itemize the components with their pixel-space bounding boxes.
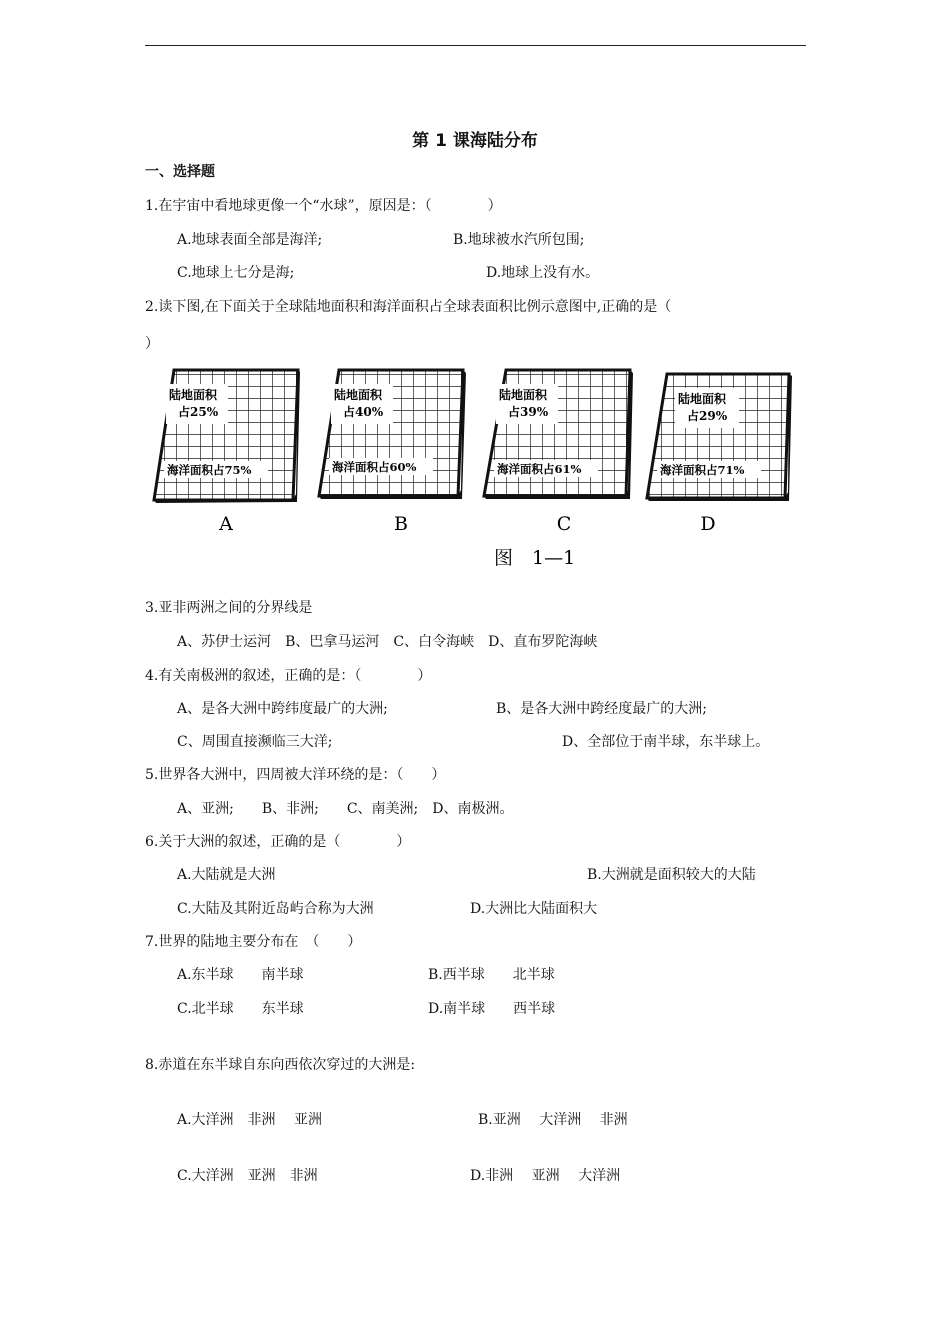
question-1-option-c: C.地球上七分是海; — [177, 265, 295, 281]
panel-c-ocean-label: 海洋面积占61% — [497, 462, 582, 476]
panel-a-land-line1: 陆地面积 — [169, 388, 218, 402]
panel-c-letter: C — [556, 513, 572, 535]
header-rule — [145, 45, 806, 46]
panel-a-letter: A — [219, 513, 233, 535]
question-3-stem: 3.亚非两洲之间的分界线是 — [145, 600, 313, 616]
question-6-option-d: D.大洲比大陆面积大 — [470, 901, 598, 917]
question-7-option-d: D.南半球 西半球 — [428, 1001, 556, 1017]
panel-c-land-line1: 陆地面积 — [499, 388, 548, 402]
page-title: 第 1 课海陆分布 — [412, 131, 538, 151]
question-2-stem-line1: 2.读下图,在下面关于全球陆地面积和海洋面积占全球表面积比例示意图中,正确的是（ — [145, 299, 672, 315]
question-1-option-b: B.地球被水汽所包围; — [453, 232, 585, 248]
question-4-option-a: A、是各大洲中跨纬度最广的大洲; — [177, 701, 388, 717]
panel-b-letter: B — [394, 513, 408, 535]
panel-d-letter: D — [700, 513, 716, 535]
question-4-option-c: C、周围直接濒临三大洋; — [177, 734, 333, 750]
question-6-option-a: A.大陆就是大洲 — [177, 867, 276, 883]
panel-b-land-line2: 占40% — [343, 405, 384, 419]
question-1-stem: 1.在宇宙中看地球更像一个“水球”，原因是：（ ） — [145, 198, 502, 214]
question-6-option-b: B.大洲就是面积较大的大陆 — [587, 867, 756, 883]
question-7-option-a: A.东半球 南半球 — [177, 967, 304, 983]
question-7-stem: 7.世界的陆地主要分布在 （ ） — [145, 934, 362, 950]
question-5-stem: 5.世界各大洲中，四周被大洋环绕的是：（ ） — [145, 767, 446, 783]
question-4-stem: 4.有关南极洲的叙述，正确的是：（ ） — [145, 668, 432, 684]
question-5-options: A、亚洲; B、非洲; C、南美洲; D、南极洲。 — [177, 801, 514, 817]
figure-panel-d — [647, 374, 792, 535]
question-4-option-d: D、全部位于南半球，东半球上。 — [562, 734, 770, 750]
section-heading: 一、选择题 — [145, 164, 215, 180]
panel-d-ocean-label: 海洋面积占71% — [660, 463, 745, 477]
panel-b-ocean-label: 海洋面积占60% — [332, 460, 417, 474]
figure-panel-a — [154, 370, 300, 535]
question-8-option-a: A.大洋洲 非洲 亚洲 — [177, 1112, 323, 1128]
question-2-stem-line2: ） — [145, 336, 159, 352]
panel-b-land-line1: 陆地面积 — [334, 388, 383, 402]
question-8-stem: 8.赤道在东半球自东向西依次穿过的大洲是: — [145, 1057, 416, 1073]
panel-a-ocean-label: 海洋面积占75% — [167, 463, 252, 477]
panel-a-land-line2: 占25% — [178, 405, 219, 419]
figure-caption: 图 1—1 — [494, 547, 576, 569]
question-4-option-b: B、是各大洲中跨经度最广的大洲; — [496, 701, 708, 717]
figure-panel-c — [484, 370, 633, 535]
question-6-stem: 6.关于大洲的叙述，正确的是（ ） — [145, 834, 411, 850]
question-1-option-a: A.地球表面全部是海洋; — [177, 232, 323, 248]
panel-d-land-line2: 占29% — [687, 409, 728, 423]
panel-d-land-line1: 陆地面积 — [678, 392, 727, 406]
question-3-options: A、苏伊士运河 B、巴拿马运河 C、白令海峡 D、直布罗陀海峡 — [177, 634, 598, 650]
panel-c-land-line2: 占39% — [508, 405, 549, 419]
question-8-option-c: C.大洋洲 亚洲 非洲 — [177, 1168, 318, 1184]
question-8-option-d: D.非洲 亚洲 大洋洲 — [470, 1168, 621, 1184]
question-7-option-c: C.北半球 东半球 — [177, 1001, 304, 1017]
figure-panel-b — [319, 370, 466, 535]
figure-1-1 — [140, 362, 820, 577]
question-6-option-c: C.大陆及其附近岛屿合称为大洲 — [177, 901, 374, 917]
question-7-option-b: B.西半球 北半球 — [428, 967, 555, 983]
question-8-option-b: B.亚洲 大洋洲 非洲 — [478, 1112, 628, 1128]
question-1-option-d: D.地球上没有水。 — [486, 265, 600, 281]
